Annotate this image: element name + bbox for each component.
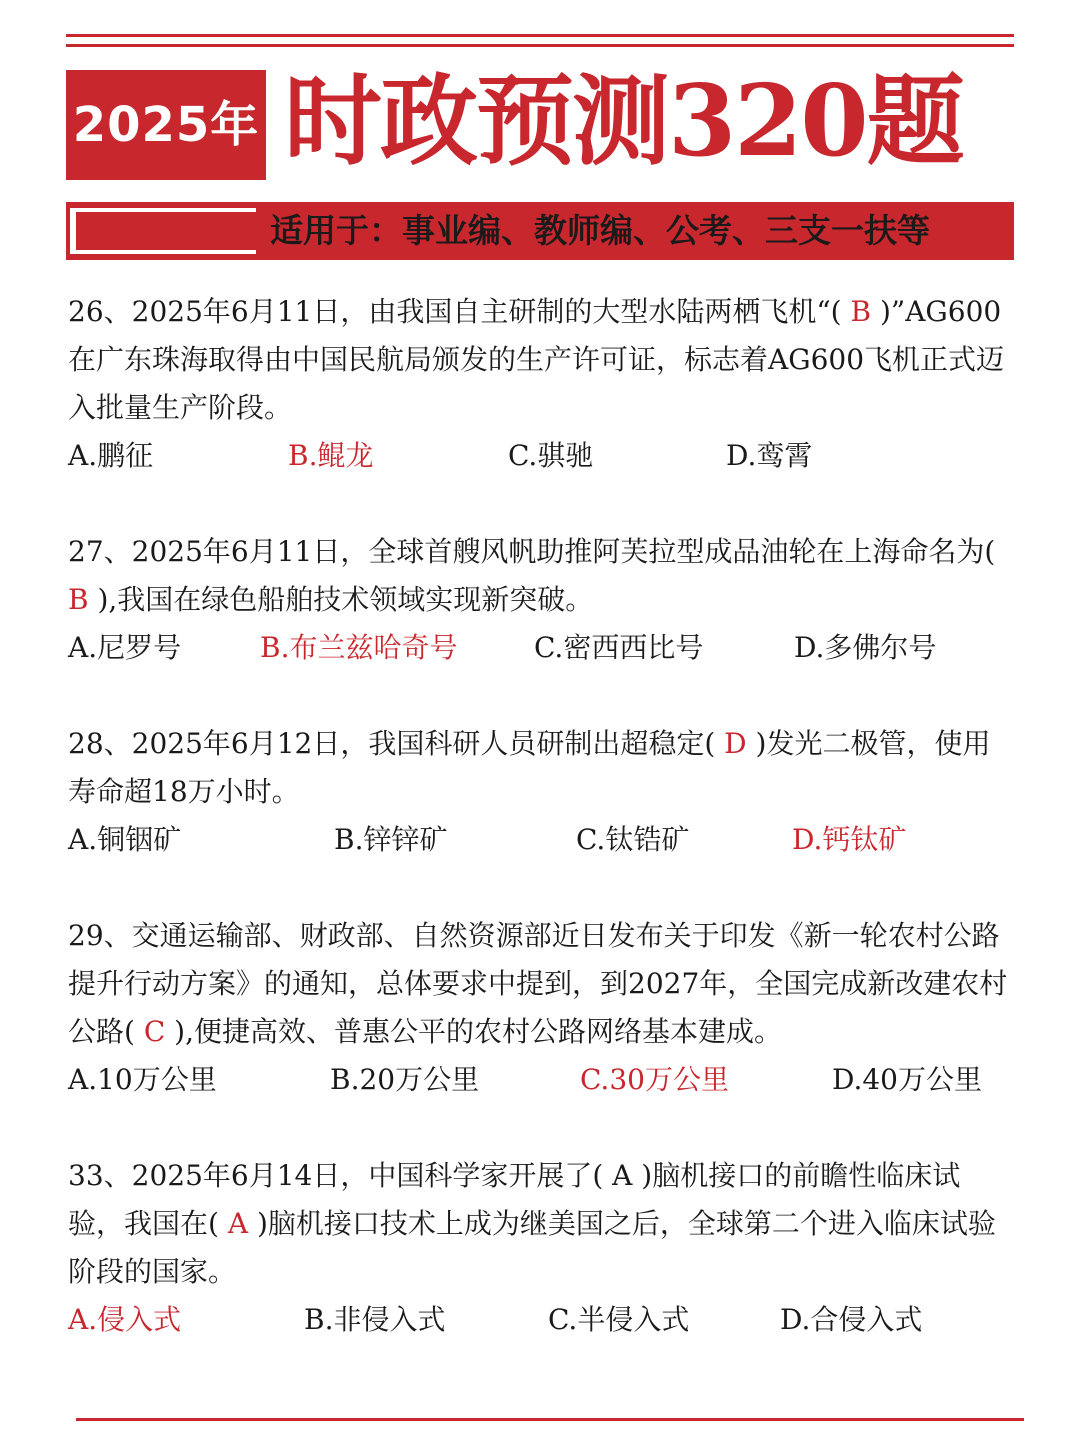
option-d: D.40万公里: [832, 1063, 982, 1096]
question-stem: ),我国在绿色船舶技术领域实现新突破。: [88, 583, 594, 616]
top-rule-2: [66, 44, 1014, 47]
option-b: B.20万公里: [330, 1063, 480, 1096]
option-d: D.鸾霄: [726, 439, 813, 472]
options: [68, 432, 1008, 480]
answer: D: [724, 727, 747, 760]
option-a: A.鹏征: [68, 439, 154, 472]
question-text: [68, 288, 1008, 432]
answer: C: [143, 1015, 166, 1048]
options: [68, 1296, 1008, 1344]
subtitle-decor: [70, 208, 76, 254]
year-badge: 2025年: [66, 70, 266, 180]
subtitle-decor: [76, 250, 256, 254]
answer: A: [227, 1207, 249, 1240]
question-29: [68, 912, 1008, 1104]
question-text: [68, 720, 1008, 816]
question-27: [68, 528, 1008, 672]
option-a: A.10万公里: [68, 1063, 217, 1096]
option-b: B.锌锌矿: [334, 823, 448, 856]
question-text: [68, 528, 1008, 624]
question-text: [68, 1152, 1008, 1296]
top-rule-1: [66, 34, 1014, 37]
option-c: C.30万公里: [580, 1063, 729, 1096]
option-b: B.鲲龙: [288, 439, 374, 472]
question-stem: )脑机接口技术上成为继美国之后，全球第二个进入临床试验阶段的国家。: [68, 1207, 996, 1288]
question-stem: 29、交通运输部、财政部、自然资源部近日发布关于印发《新一轮农村公路提升行动方案》的通知，总体要求中提到，到2027年，全国完成新改建农村公路(: [68, 919, 1008, 1048]
question-list: [68, 288, 1008, 1344]
question-text: [68, 912, 1008, 1056]
question-stem: 28、2025年6月12日，我国科研人员研制出超稳定(: [68, 727, 725, 760]
option-d: D.钙钛矿: [792, 823, 907, 856]
option-a: A.侵入式: [68, 1303, 182, 1336]
bottom-rule: [76, 1418, 1024, 1421]
option-a: A.铜铟矿: [68, 823, 182, 856]
answer: B: [68, 583, 89, 616]
page-title: 时政预测320题: [284, 64, 963, 179]
option-c: C.骐驰: [508, 439, 594, 472]
subtitle-decor: [76, 208, 256, 212]
option-c: C.密西西比号: [534, 631, 704, 664]
subtitle: 适用于：事业编、教师编、公考、三支一扶等: [270, 211, 930, 250]
question-stem: 27、2025年6月11日，全球首艘风帆助推阿芙拉型成品油轮在上海命名为(: [68, 535, 996, 568]
question-26: [68, 288, 1008, 480]
subtitle-bar: [66, 202, 1014, 260]
option-c: C.半侵入式: [548, 1303, 690, 1336]
option-b: B.布兰兹哈奇号: [260, 631, 458, 664]
option-d: D.多佛尔号: [794, 631, 937, 664]
question-28: [68, 720, 1008, 864]
answer: B: [850, 295, 872, 328]
question-33: [68, 1152, 1008, 1344]
option-b: B.非侵入式: [304, 1303, 446, 1336]
question-stem: 33、2025年6月14日，中国科学家开展了( A )脑机接口的前瞻性临床试验，我国在(: [68, 1159, 961, 1240]
options: [68, 1056, 1008, 1104]
question-stem: )”AG600在广东珠海取得由中国民航局颁发的生产许可证，标志着AG600飞机正式迈入批量生产阶段。: [68, 295, 1005, 424]
option-a: A.尼罗号: [68, 631, 182, 664]
question-stem: ),便捷高效、普惠公平的农村公路网络基本建成。: [165, 1015, 782, 1048]
option-c: C.钛锆矿: [576, 823, 690, 856]
option-d: D.合侵入式: [780, 1303, 923, 1336]
options: [68, 816, 1008, 864]
options: [68, 624, 1008, 672]
question-stem: )发光二极管，使用寿命超18万小时。: [68, 727, 991, 808]
header: [66, 64, 1014, 182]
question-stem: 26、2025年6月11日，由我国自主研制的大型水陆两栖飞机“(: [68, 295, 851, 328]
